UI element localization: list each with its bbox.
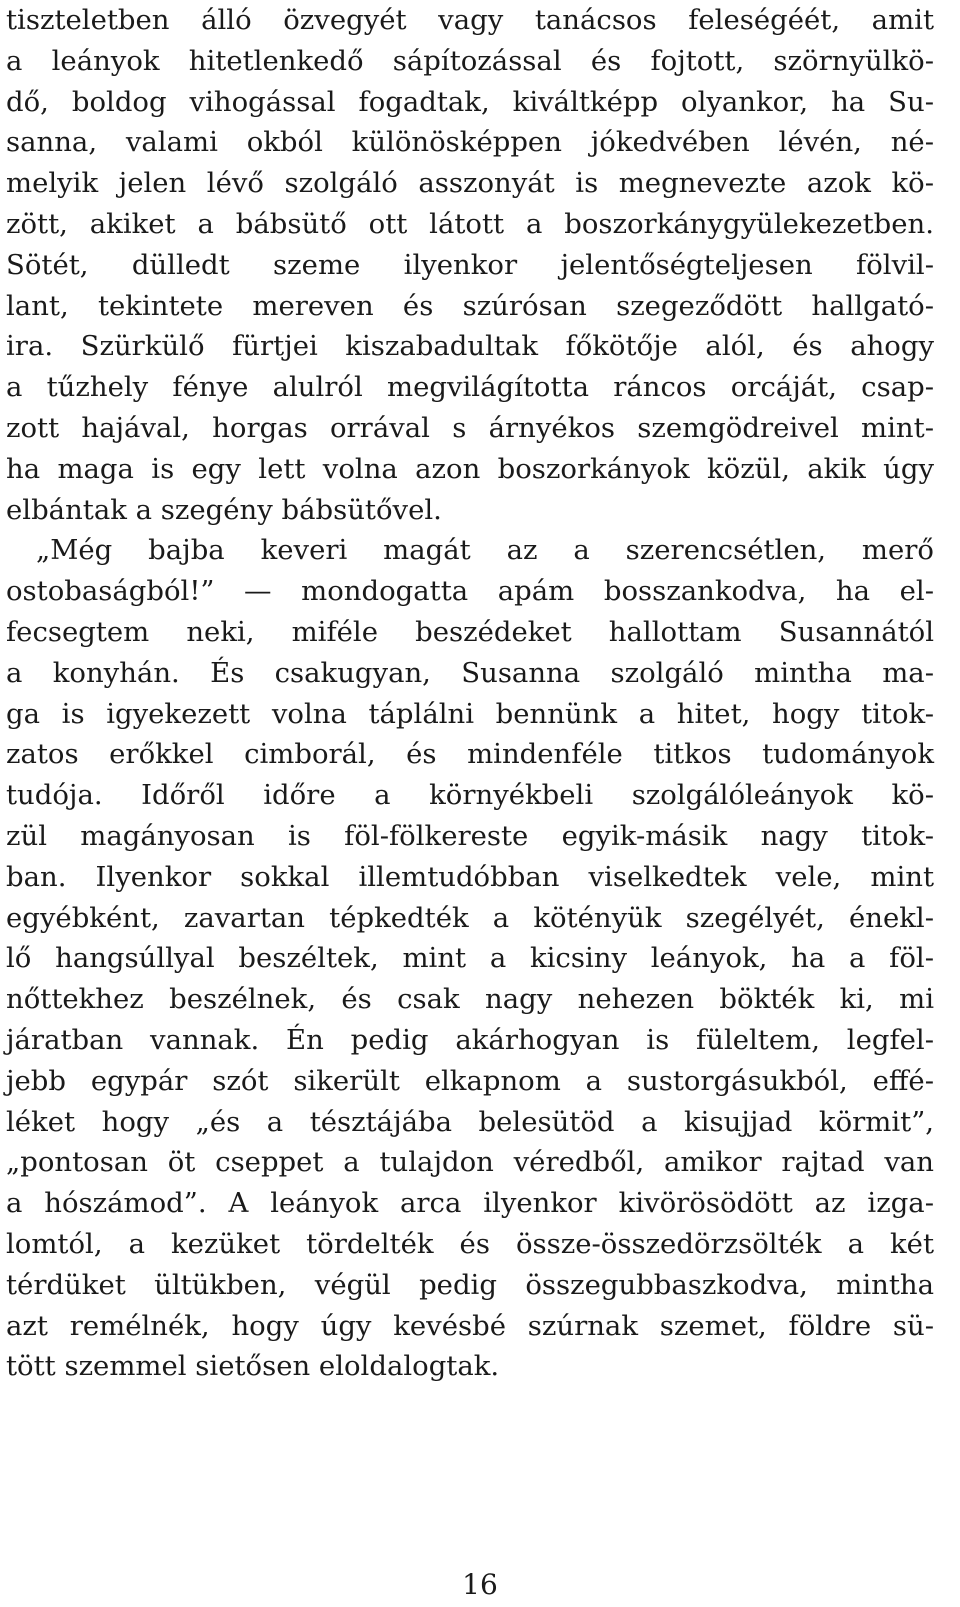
text-line: zatos erőkkel cimborál, és mindenféle titkos tudományok [6, 738, 934, 771]
text-line: „pontosan öt cseppet a tulajdon véredből, amikor rajtad van [6, 1146, 934, 1179]
text-line: azt remélnék, hogy úgy kevésbé szúrnak szemet, földre sü- [6, 1309, 934, 1342]
text-line: Sötét, dülledt szeme ilyenkor jelentőségteljesen fölvil- [6, 248, 934, 281]
text-line: ostobaságból!” — mondogatta apám bosszankodva, ha el- [6, 575, 934, 608]
text-line: lomtól, a kezüket tördelték és össze-összedörzsölték a két [6, 1227, 934, 1260]
text-line: tudója. Időről időre a környékbeli szolgálóleányok kö- [6, 779, 934, 812]
text-line: léket hogy „és a tésztájába belesütöd a kisujjad körmit”, [6, 1105, 934, 1138]
text-line: elbántak a szegény bábsütővel. [6, 493, 442, 526]
text-line: a hószámod”. A leányok arca ilyenkor kivörösödött az izga- [6, 1187, 934, 1220]
text-line: melyik jelen lévő szolgáló asszonyát is megnevezte azok kö- [6, 167, 934, 200]
text-line: ban. Ilyenkor sokkal illemtudóbban viselkedtek vele, mint [6, 860, 934, 893]
page-number: 16 [462, 1568, 498, 1601]
text-line: lő hangsúllyal beszéltek, mint a kicsiny leányok, ha a föl- [6, 942, 934, 975]
text-line: jebb egypár szót sikerült elkapnom a sustorgásukból, effé- [6, 1064, 934, 1097]
text-line: zött, akiket a bábsütő ott látott a boszorkánygyülekezetben. [6, 207, 934, 240]
text-line: térdüket ültükben, végül pedig összegubbaszkodva, mintha [6, 1268, 934, 1301]
text-line: dő, boldog vihogással fogadtak, kiváltképp olyankor, ha Su- [6, 85, 934, 118]
body-text [6, 0, 934, 1387]
text-line: fecsegtem neki, miféle beszédeket hallottam Susannától [6, 615, 934, 648]
text-line: tött szemmel sietősen eloldalogtak. [6, 1350, 500, 1383]
text-line: egyébként, zavartan tépkedték a kötényük szegélyét, énekl- [6, 901, 934, 934]
text-line: a leányok hitetlenkedő sápítozással és fojtott, szörnyülkö- [6, 44, 934, 77]
text-line: ga is igyekezett volna táplálni bennünk a hitet, hogy titok- [6, 697, 934, 730]
text-line: a tűzhely fénye alulról megvilágította ráncos orcáját, csap- [6, 371, 934, 404]
text-line: a konyhán. És csakugyan, Susanna szolgáló mintha ma- [6, 656, 934, 689]
text-line: ha maga is egy lett volna azon boszorkányok közül, akik úgy [6, 452, 934, 485]
text-line: ira. Szürkülő fürtjei kiszabadultak főkötője alól, és ahogy [6, 330, 934, 363]
text-line: nőttekhez beszélnek, és csak nagy nehezen bökték ki, mi [6, 983, 934, 1016]
text-line: zott hajával, horgas orrával s árnyékos szemgödreivel mint- [6, 411, 934, 444]
text-line: járatban vannak. Én pedig akárhogyan is füleltem, legfel- [6, 1023, 934, 1056]
text-line: tiszteletben álló özvegyét vagy tanácsos feleségéét, amit [6, 4, 934, 36]
text-line: lant, tekintete mereven és szúrósan szegeződött hallgató- [6, 289, 934, 322]
text-line: sanna, valami okból különösképpen jókedvében lévén, né- [6, 126, 934, 159]
text-line: „Még bajba keveri magát az a szerencsétlen, merő [36, 534, 934, 567]
text-line: zül magányosan is föl-fölkereste egyik-másik nagy titok- [6, 819, 934, 852]
